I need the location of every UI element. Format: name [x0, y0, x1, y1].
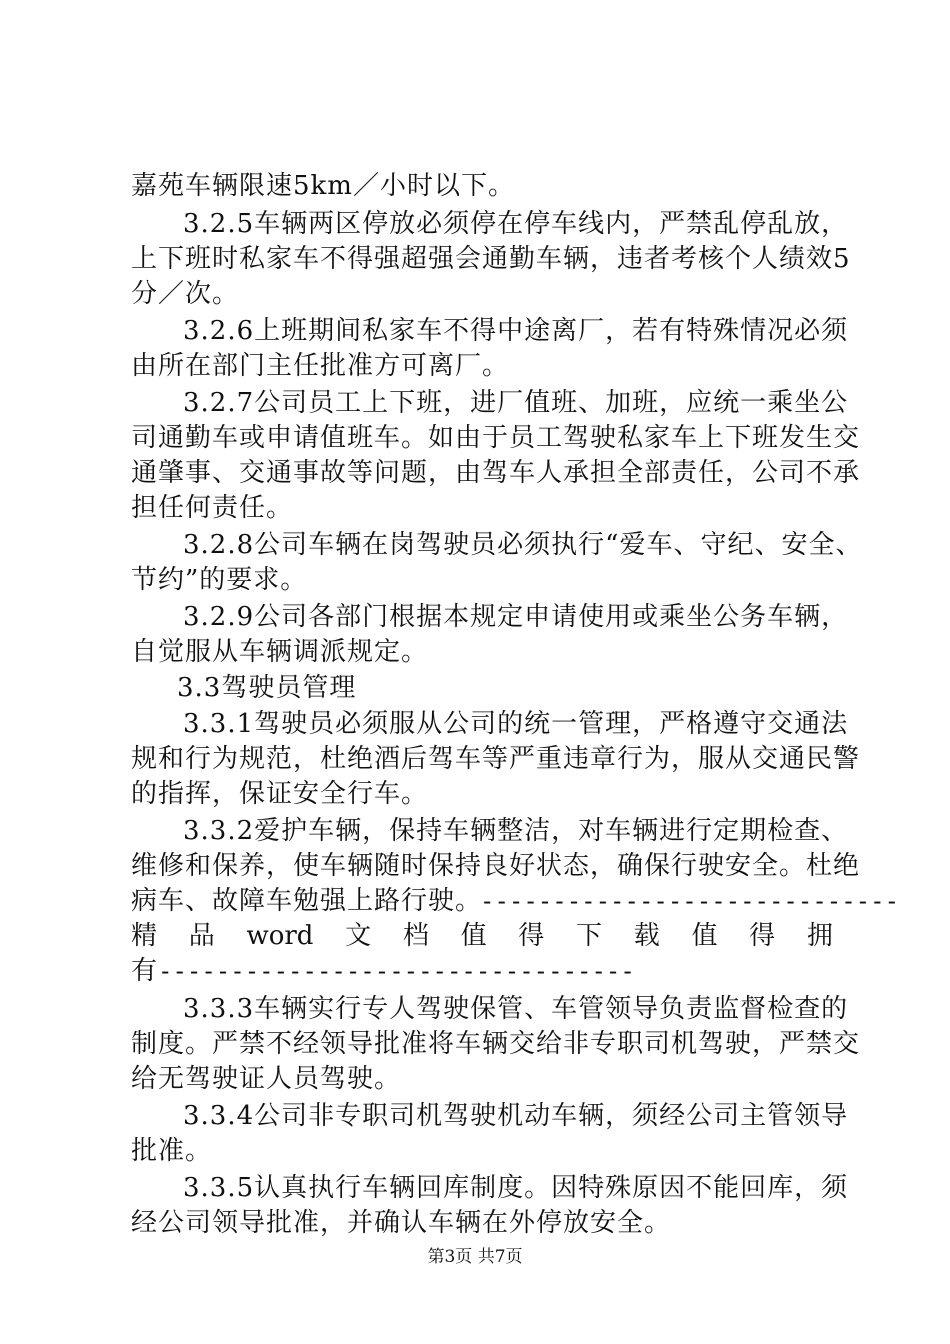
- paragraph-line: 病车、故障车勉强上路行驶。: [131, 886, 483, 916]
- paragraph-line: 批准。: [131, 1136, 213, 1166]
- paragraph-line: 3.3.5认真执行车辆回库制度。因特殊原因不能回库，须: [183, 1173, 849, 1203]
- watermark-word: 拥: [806, 921, 833, 951]
- paragraph-line: 制度。严禁不经领导批准将车辆交给非专职司机驾驶，严禁交: [131, 1029, 861, 1059]
- paragraph-line: 3.3.3车辆实行专人驾驶保管、车管领导负责监督检查的: [183, 994, 849, 1024]
- paragraph-line: 3.3.2爱护车辆，保持车辆整洁，对车辆进行定期检查、: [183, 816, 849, 846]
- paragraph-line: 3.2.9公司各部门根据本规定申请使用或乘坐公务车辆，: [183, 602, 849, 632]
- watermark-word: word: [246, 921, 314, 951]
- paragraph-line: 有: [131, 956, 159, 986]
- watermark-word: 下: [576, 921, 603, 951]
- paragraph-line: 3.2.8公司车辆在岗驾驶员必须执行“爱车、守纪、安全、: [183, 530, 863, 560]
- watermark-word: 值: [460, 921, 487, 951]
- watermark-word: 精: [131, 921, 158, 951]
- watermark-word: 值: [691, 921, 718, 951]
- paragraph-line: 担任何责任。: [131, 493, 294, 523]
- paragraph-line: 由所在部门主任批准方可离厂。: [131, 351, 510, 381]
- watermark-word: 载: [633, 921, 660, 951]
- paragraph-line: 规和行为规范，杜绝酒后驾车等严重违章行为，服从交通民警: [131, 744, 861, 774]
- paragraph-line: 分／次。: [131, 279, 240, 309]
- paragraph-line: 3.2.6上班期间私家车不得中途离厂，若有特殊情况必须: [183, 316, 849, 346]
- watermark-line: [131, 918, 833, 954]
- paragraph-line: 节约”的要求。: [131, 565, 308, 595]
- paragraph-line: 司通勤车或申请值班车。如由于员工驾驶私家车上下班发生交: [131, 423, 861, 453]
- paragraph-line: 通肇事、交通事故等问题，由驾车人承担全部责任，公司不承: [131, 458, 861, 488]
- watermark-word: 档: [402, 921, 429, 951]
- paragraph-line: 3.3.4公司非专职司机驾驶机动车辆，须经公司主管领导: [183, 1101, 849, 1131]
- watermark-word: 得: [749, 921, 776, 951]
- paragraph-line: 3.2.5车辆两区停放必须停在停车线内，严禁乱停乱放，: [183, 209, 849, 239]
- watermark-dashes: ---------------------------------: [158, 957, 635, 985]
- watermark-word: 文: [345, 921, 372, 951]
- paragraph-line: 给无驾驶证人员驾驶。: [131, 1064, 402, 1094]
- paragraph-line: 嘉苑车辆限速5km／小时以下。: [131, 171, 515, 201]
- paragraph-line: 维修和保养，使车辆随时保持良好状态，确保行驶安全。杜绝: [131, 851, 861, 881]
- paragraph-line: 的指挥，保证安全行车。: [131, 779, 429, 809]
- paragraph-line: 3.2.7公司员工上下班，进厂值班、加班，应统一乘坐公: [183, 388, 849, 418]
- section-heading: 3.3驾驶员管理: [177, 673, 357, 703]
- paragraph-line: 3.3.1驾驶员必须服从公司的统一管理，严格遵守交通法: [183, 709, 849, 739]
- page-footer: 第3页 共7页: [427, 1247, 523, 1267]
- watermark-word: 得: [518, 921, 545, 951]
- watermark-dashes: -----------------------------: [480, 887, 900, 915]
- paragraph-line: 经公司领导批准，并确认车辆在外停放安全。: [131, 1208, 672, 1238]
- paragraph-line: 自觉服从车辆调派规定。: [131, 637, 429, 667]
- paragraph-line: 上下班时私家车不得强超强会通勤车辆，违者考核个人绩效5: [131, 244, 851, 274]
- watermark-word: 品: [188, 921, 215, 951]
